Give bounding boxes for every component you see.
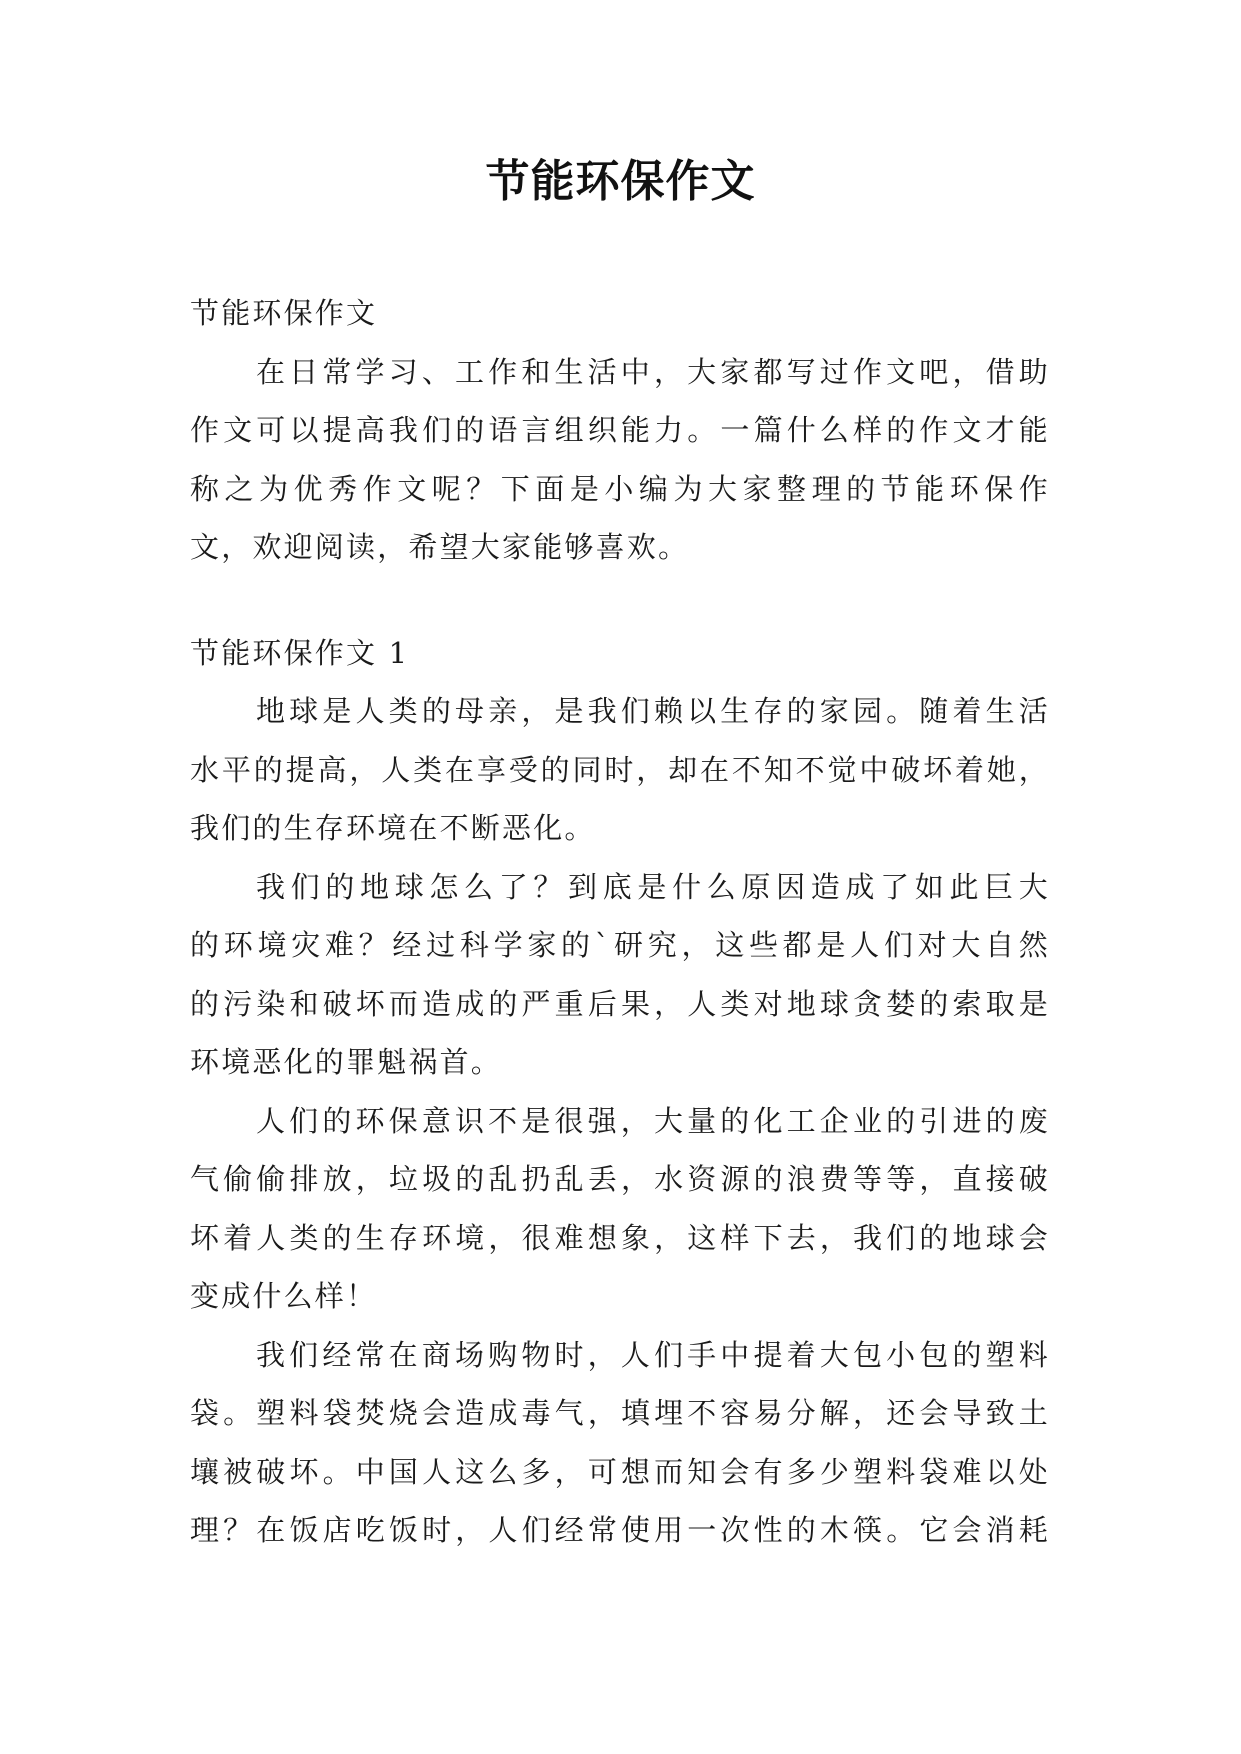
intro-heading: 节能环保作文 <box>190 296 378 330</box>
essay-heading: 节能环保作文 1 <box>190 635 410 670</box>
paragraph-line: 我们经常在商场购物时，人们手中提着大包小包的塑料 <box>256 1337 1050 1372</box>
paragraph-line: 人们的环保意识不是很强，大量的化工企业的引进的废 <box>256 1103 1050 1138</box>
intro-paragraph <box>190 343 1050 577</box>
paragraph-line: 理？在饭店吃饭时，人们经常使用一次性的木筷。它会消耗 <box>190 1513 1050 1547</box>
paragraph-line: 地球是人类的母亲，是我们赖以生存的家园。随着生活 <box>256 694 1050 728</box>
paragraph-line: 壤被破坏。中国人这么多，可想而知会有多少塑料袋难以处 <box>190 1454 1050 1489</box>
essay-paragraph-3 <box>190 1092 1050 1326</box>
essay-paragraph-1 <box>190 682 1050 858</box>
paragraph-line: 的污染和破坏而造成的严重后果，人类对地球贪婪的索取是 <box>190 986 1050 1021</box>
paragraph-line: 的环境灾难？经过科学家的`研究，这些都是人们对大自然 <box>190 928 1050 962</box>
document-body <box>190 284 1050 1560</box>
paragraph-line: 袋。塑料袋焚烧会造成毒气，填埋不容易分解，还会导致土 <box>190 1396 1050 1430</box>
essay-paragraph-4 <box>190 1326 1050 1560</box>
paragraph-line: 坏着人类的生存环境，很难想象，这样下去，我们的地球会 <box>190 1220 1050 1255</box>
paragraph-line: 我们的地球怎么了？到底是什么原因造成了如此巨大 <box>256 869 1050 904</box>
paragraph-line: 变成什么样！ <box>190 1279 378 1313</box>
intro-line: 在日常学习、工作和生活中，大家都写过作文吧，借助 <box>256 354 1050 389</box>
essay-paragraph-2 <box>190 858 1050 1092</box>
intro-line: 作文可以提高我们的语言组织能力。一篇什么样的作文才能 <box>190 413 1050 447</box>
paragraph-line: 水平的提高，人类在享受的同时，却在不知不觉中破坏着她， <box>190 752 1050 787</box>
intro-line: 称之为优秀作文呢？下面是小编为大家整理的节能环保作 <box>190 471 1050 506</box>
paragraph-line: 气偷偷排放，垃圾的乱扔乱丢，水资源的浪费等等，直接破 <box>190 1162 1050 1196</box>
document-title: 节能环保作文 <box>485 156 756 207</box>
intro-line: 文，欢迎阅读，希望大家能够喜欢。 <box>190 530 690 564</box>
paragraph-line: 我们的生存环境在不断恶化。 <box>190 811 596 845</box>
section-spacer <box>190 577 1050 624</box>
paragraph-line: 环境恶化的罪魁祸首。 <box>190 1045 503 1079</box>
